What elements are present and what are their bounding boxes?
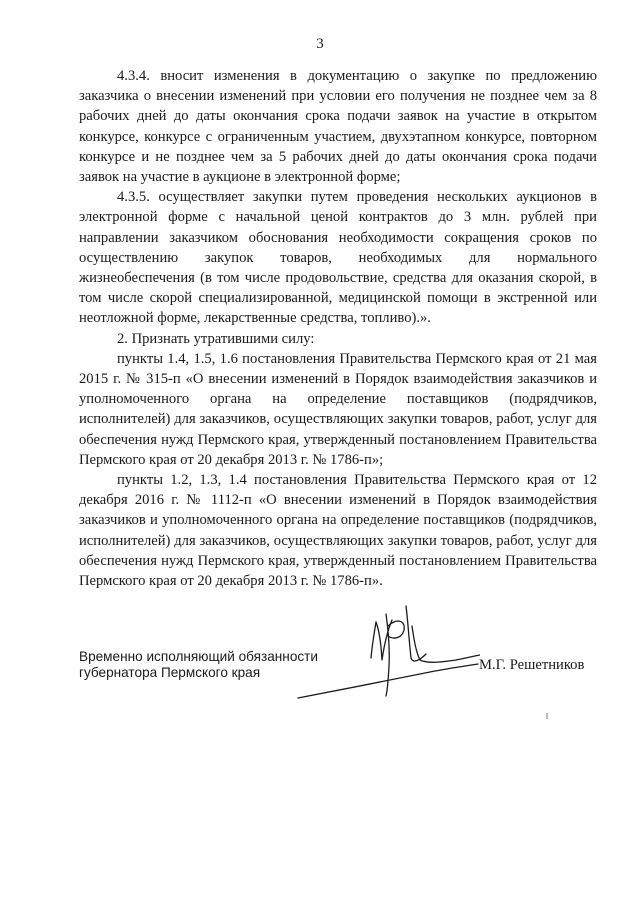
- handwritten-signature: [280, 600, 480, 710]
- paragraph-repeal-1112-p: пункты 1.2, 1.3, 1.4 постановления Правительства Пермского края от 12 декабря 2016 г. № 1112-п «О внесении изменений в Порядок взаимодействия заказчиков и уполномоченного органа на определение поставщиков (подрядчиков, исполнителей) для заказчиков, осуществляющих закупки товаров, работ, услуг для обеспечения нужд Пермского края, утвержденный постановлением Правительства Пермского края от 20 декабря 2013 г. № 1786-п».: [79, 472, 597, 590]
- paragraph-repeal-315-p: пункты 1.4, 1.5, 1.6 постановления Правительства Пермского края от 21 мая 2015 г. № 315-п «О внесении изменений в Порядок взаимодействия заказчиков и уполномоченного органа на определение поставщиков (подрядчиков, исполнителей) для заказчиков, осуществляющих закупки товаров, работ, услуг для обеспечения нужд Пермского края, утвержденный постановлением Правительства Пермского края от 20 декабря 2013 г. № 1786-п»;: [79, 350, 597, 468]
- signatory-name: М.Г. Решетников: [479, 657, 585, 673]
- paragraph-item-2: 2. Признать утратившими силу:: [117, 330, 315, 347]
- paragraph-4-3-5: 4.3.5. осуществляет закупки путем проведения нескольких аукционов в электронной форме с начальной ценой контрактов до 3 млн. рублей при направлении заказчиком обоснования необходимости сокращения сроков по осуществлению закупок товаров, необходимых для нормального жизнеобеспечения (в том числе продовольствие, средства для оказания скорой, в том числе скорой специализированной, медицинской помощи в экстренной или неотложной форме, лекарственные средства, топливо).».: [79, 189, 597, 327]
- paragraph-4-3-4: 4.3.4. вносит изменения в документацию о закупке по предложению заказчика о внесении изменений при условии его получения не позднее чем за 8 рабочих дней до даты окончания срока подачи заявок на участие в открытом конкурсе, конкурсе с ограниченным участием, двухэтапном конкурсе, повторном конкурсе и не позднее чем за 5 рабочих дней до даты окончания срока подачи заявок на участие в аукционе в электронной форме;: [79, 68, 597, 186]
- scan-mark: [546, 713, 548, 719]
- signatory-position-line-1: Временно исполняющий обязанности: [79, 649, 318, 664]
- page-number: 3: [316, 36, 324, 52]
- signatory-position-line-2: губернатора Пермского края: [79, 665, 261, 680]
- document-body: [79, 66, 597, 591]
